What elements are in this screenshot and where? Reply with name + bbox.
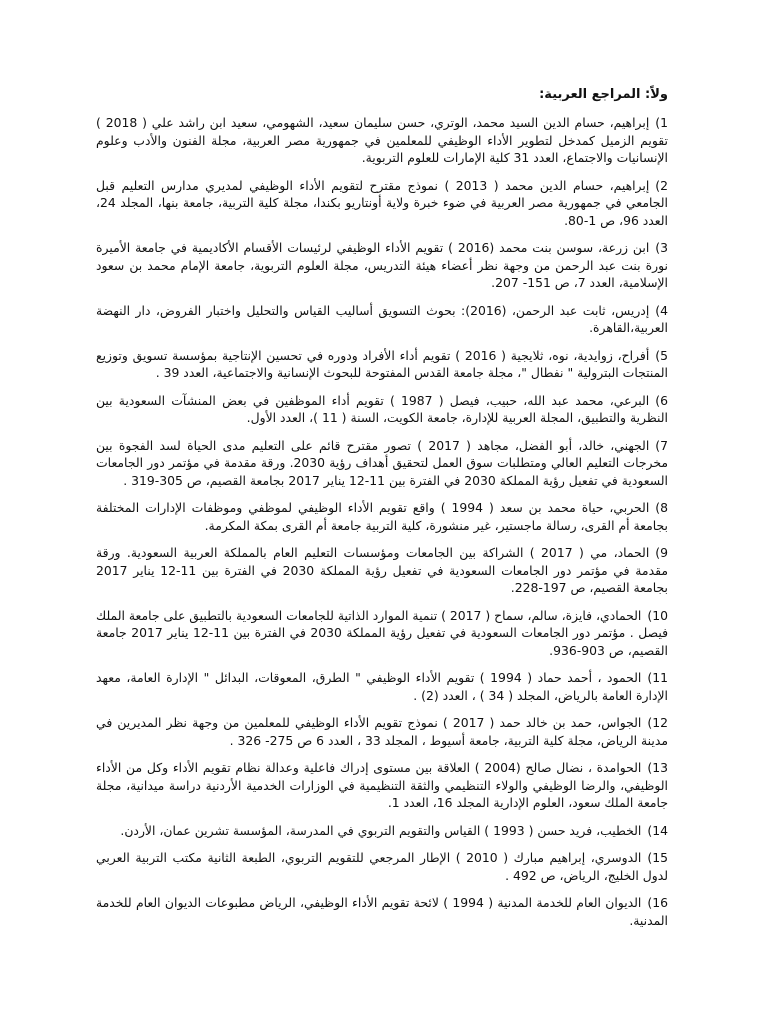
reference-number: 15) (647, 850, 668, 865)
reference-item (96, 544, 668, 597)
reference-text: الحمادي، فايزة، سالم، سماح ( 2017 ) تنمية الموارد الذاتية للجامعات السعودية بالتطبيق على جامعة الملك فيصل . مؤتمر دور الجامعات السعودية في تفعيل رؤية المملكة 2030 في الفترة بين 11-12 يناير 2017 جامعة القصيم، ص 903-936. (96, 607, 668, 658)
reference-text: الحربي، حياة محمد بن سعد ( 1994 ) واقع تقويم الأداء الوظيفي لموظفي وموظفات الإدارات المختلفة بجامعة أم القرى، رسالة ماجستير، غير منشورة، كلية التربية جامعة أم القرى بمكة المكرمة. (96, 500, 668, 533)
reference-number: 11) (647, 670, 668, 685)
reference-item (96, 392, 668, 427)
reference-text: الديوان العام للخدمة المدنية ( 1994 ) لائحة تقويم الأداء الوظيفي، الرياض مطبوعات الديوان العام للخدمة المدنية. (96, 895, 668, 928)
reference-item (96, 437, 668, 490)
reference-number: 7) (655, 437, 669, 453)
reference-number: 5) (655, 347, 668, 363)
reference-item (96, 499, 668, 534)
reference-number: 4) (655, 302, 669, 318)
reference-item (96, 714, 668, 749)
reference-text: الدوسري، إبراهيم مبارك ( 2010 ) الإطار المرجعي للتقويم التربوي، الطبعة الثانية مكتب التربية العربي لدول الخليج، الرياض، ص 492 . (96, 850, 668, 883)
reference-number: 3) (655, 240, 668, 255)
reference-item (96, 347, 668, 382)
reference-number: 6) (655, 392, 668, 408)
reference-text: إبراهيم، حسام الدين السيد محمد، الوتري، حسن سليمان سعيد، الشهومي، سعيد ابن راشد علي ( 2018 ) تقويم الزميل كمدخل لتطوير الأداء الوظيفي للمعلمين في جمهورية مصر العربية، مجلة الفنون والأدب وعلوم الإنسانيات والاجتماع، العدد 31 كلية الإمارات للعلوم التربوية. (96, 115, 668, 165)
reference-number: 16) (647, 895, 668, 910)
reference-number: 13) (647, 760, 668, 775)
reference-text: الحمود ، أحمد حماد ( 1994 ) تقويم الأداء الوظيفي " الطرق، المعوقات، البدائل " الإدارة العامة، معهد الإدارة العامة بالرياض، المجلد ( 34 ) ، العدد (2) . (96, 670, 668, 703)
reference-item (96, 669, 668, 704)
section-heading: ولاً: المراجع العربية: (539, 87, 668, 102)
reference-item (96, 607, 668, 660)
reference-item (96, 759, 668, 812)
reference-number: 10) (647, 607, 668, 623)
reference-number: 2) (655, 177, 669, 193)
reference-item (96, 894, 668, 929)
reference-item (96, 849, 668, 884)
reference-text: الجهني، خالد، أبو الفضل، مجاهد ( 2017 ) تصور مقترح قائم على التعليم مدى الحياة لسد الفجوة بين مخرجات التعليم العالي ومتطلبات سوق العمل لتحقيق أهداف رؤية 2030. ورقة مقدمة في مؤتمر دور الجامعات السعودية في تفعيل رؤية المملكة 2030 في الفترة بين 11-12 يناير 2017 بجامعة القصيم، ص 305-319 . (96, 437, 668, 488)
reference-number: 8) (655, 500, 668, 515)
reference-text: أفراح، زوايدية، نوه، ثلايجية ( 2016 ) تقويم أداء الأفراد ودوره في تحسين الإنتاجية بمؤسسة تسويق وتوزيع المنتجات البترولية " نفطال "، مجلة جامعة القدس المفتوحة للبحوث الإنسانية والاجتماعية، العدد 39 . (96, 347, 668, 380)
reference-text: ابن زرعة، سوسن بنت محمد (2016 ) تقويم الأداء الوظيفي لرئيسات الأقسام الأكاديمية في جامعة الأميرة نورة بنت عبد الرحمن من وجهة نظر أعضاء هيئة التدريس، مجلة العلوم التربوية، جامعة الإمام محمد بن سعود الإسلامية، العدد 7، ص 151- 207. (96, 240, 668, 290)
reference-text: الحماد، مي ( 2017 ) الشراكة بين الجامعات ومؤسسات التعليم العام بالمملكة العربية السعودية. ورقة مقدمة في مؤتمر دور الجامعات السعودية في تفعيل رؤية المملكة 2030 في الفترة بين 11-12 يناير 2017 بجامعة القصيم، ص 197-228. (96, 545, 668, 595)
reference-number: 9) (655, 545, 668, 560)
reference-list (96, 114, 668, 929)
reference-item (96, 822, 668, 840)
reference-item (96, 302, 668, 337)
reference-text: الجواس، حمد بن خالد حمد ( 2017 ) نموذج تقويم الأداء الوظيفي للمعلمين من وجهة نظر المديرين في مدينة الرياض، مجلة كلية التربية، جامعة أسيوط ، المجلد 33 ، العدد 6 ص 275- 326 . (96, 715, 668, 748)
reference-item (96, 114, 668, 167)
reference-number: 1) (655, 115, 668, 130)
reference-text: الخطيب، فريد حسن ( 1993 ) القياس والتقويم التربوي في المدرسة، المؤسسة تشرين عمان، الأردن. (120, 822, 642, 838)
reference-text: البرعي، محمد عبد الله، حبيب، فيصل ( 1987 ) تقويم أداء الموظفين في بعض المنشآت السعودية بين النظرية والتطبيق، المجلة العربية للإدارة، جامعة الكويت، السنة ( 11 )، العدد الأول. (96, 392, 668, 425)
reference-number: 12) (647, 715, 668, 730)
reference-text: إدريس، ثابت عبد الرحمن، (2016): بحوث التسويق أساليب القياس والتحليل واختبار الفروض، دار النهضة العربية،القاهرة. (96, 302, 668, 335)
reference-item (96, 239, 668, 292)
reference-item (96, 177, 668, 230)
reference-text: الحوامدة ، نضال صالح (2004 ) العلاقة بين مستوى إدراك فاعلية وعدالة نظام تقويم الأداء وكل من الأداء الوظيفي، والرضا الوظيفي والولاء التنظيمي والثقة التنظيمية في الوزارات الخدمية الأردنية دراسة ميدانية، مجلة جامعة الملك سعود، العلوم الإدارية المجلد 16، العدد 1. (96, 760, 668, 810)
reference-number: 14) (647, 822, 668, 838)
reference-text: إبراهيم، حسام الدين محمد ( 2013 ) نموذج مقترح لتقويم الأداء الوظيفي لمديري مدارس التعليم قبل الجامعي في جمهورية مصر العربية في ضوء خبرة ولاية أونتاريو بكندا، مجلة كلية التربية، جامعة بنها، المجلد 24، العدد 96، ص 1-80. (96, 177, 668, 228)
